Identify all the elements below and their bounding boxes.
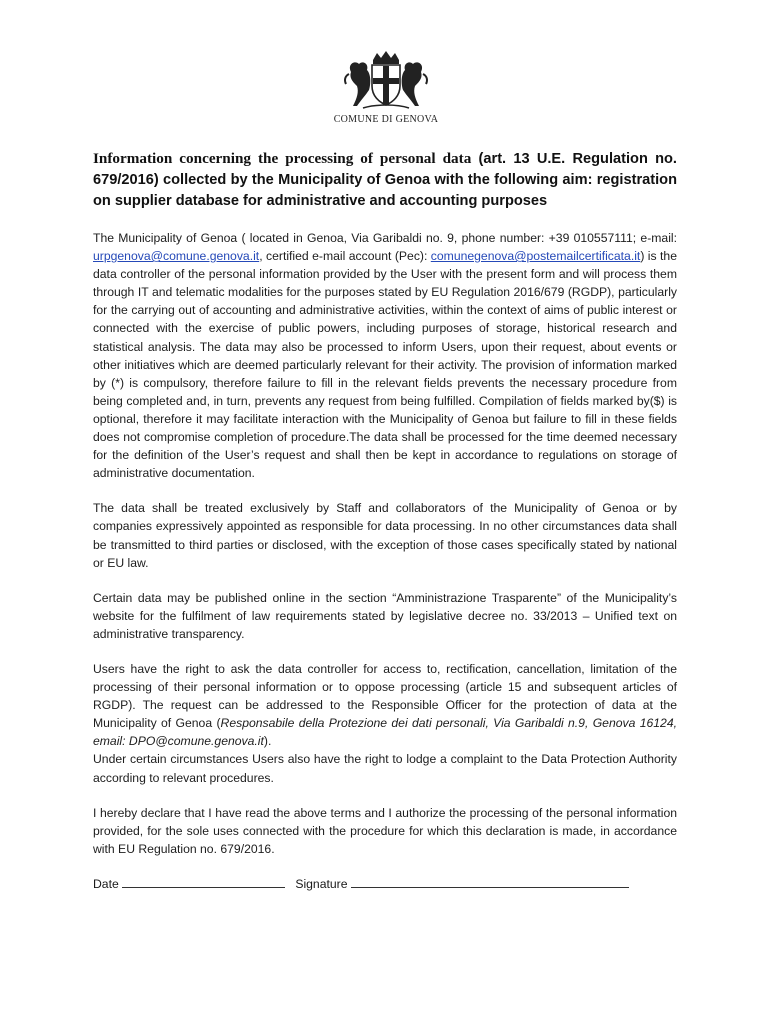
para1-intro: The Municipality of Genoa ( located in Genoa, Via Garibaldi no. 9, phone number: +39 010557111; e-mail: <box>93 231 677 245</box>
declaration-paragraph: I hereby declare that I have read the above terms and I authorize the processing of the personal information provided, for the sole uses connected with the procedure for which this declaration is made, in accordance with EU Regulation no. 679/2016. <box>93 805 677 856</box>
date-blank-field[interactable] <box>122 875 285 888</box>
data-controller-paragraph <box>93 229 677 482</box>
signature-label: Signature <box>295 876 348 891</box>
data-treatment-paragraph: The data shall be treated exclusively by Staff and collaborators of the Municipality of Genoa or by companies expressively appointed as responsible for data processing. In no other circumstances data shall be transmitted to third parties or disclosed, with the exception of those cases specifically stated by national or EU law. <box>93 501 677 570</box>
signature-blank-field[interactable] <box>351 875 629 888</box>
title-rest: (art. 13 U.E. Regulation no. 679/2016) collected by the Municipality of Genoa with the following aim: registration on supplier database for administrative and accounting purposes <box>93 151 677 209</box>
coat-of-arms-icon <box>343 50 429 112</box>
dpo-contact: Responsabile della Protezione dei dati personali, Via Garibaldi n.9, Genova 16124, email: DPO@comune.genova.it <box>93 716 677 749</box>
header-logo <box>320 50 452 132</box>
publication-paragraph: Certain data may be published online in the section “Amministrazione Trasparente” of the Municipality’s website for the fulfilment of law requirements stated by legislative decree no. 33/2013 – Unified text on administrative transparency. <box>93 590 677 641</box>
date-label: Date <box>93 876 119 891</box>
pec-email-link[interactable]: comunegenova@postemailcertificata.it <box>430 249 641 264</box>
document-title <box>93 148 677 212</box>
para1-rest: ) is the data controller of the personal information provided by the User with the present form and will process them through IT and telematic modalities for the purposes stated by EU Regulation 2016/679 (RGDP), particularly for the carrying out of accounting and administrative activities, within the context of aims of public interest or connected with the exercise of public powers, including purposes of storage, historical research and statistical analysis. The data may also be processed to inform Users, upon their request, about events or other initiatives which are deemed particularly relevant for their activity. The provision of information marked by (*) is compulsory, therefore failure to fill in the relevant fields prevents the necessary procedure from being completed and, in turn, prevents any request from being fulfilled. Compilation of fields marked by($) is optional, therefore it may facilitate interaction with the Municipality of Genoa but failure to fill in these fields does not compromise completion of procedure.The data shall be processed for the time deemed necessary for the definition of the User’s request and shall then be kept in accordance to regulations on storage of administrative documentation. <box>93 249 677 481</box>
document-body <box>93 148 677 893</box>
user-rights-paragraph <box>93 660 677 750</box>
complaint-paragraph: Under certain circumstances Users also have the right to lodge a complaint to the Data Protection Authority according to relevant procedures. <box>93 752 677 785</box>
para4-close: ). <box>263 734 272 749</box>
title-serif-part: Information concerning the processing of personal data <box>93 150 472 167</box>
signature-line <box>93 875 677 893</box>
logo-caption: COMUNE DI GENOVA <box>333 114 439 125</box>
para4-text: Users have the right to ask the data controller for access to, rectification, cancellation, limitation of the processing of their personal information or to oppose processing (article 15 and subsequent articles of RGDP). The request can be addressed to the Responsible Officer for the protection of data at the Municipality of Genoa ( <box>93 661 677 731</box>
para1-mid: , certified e-mail account (Pec): <box>259 249 431 264</box>
urp-email-link[interactable]: urpgenova@comune.genova.it <box>93 249 260 264</box>
